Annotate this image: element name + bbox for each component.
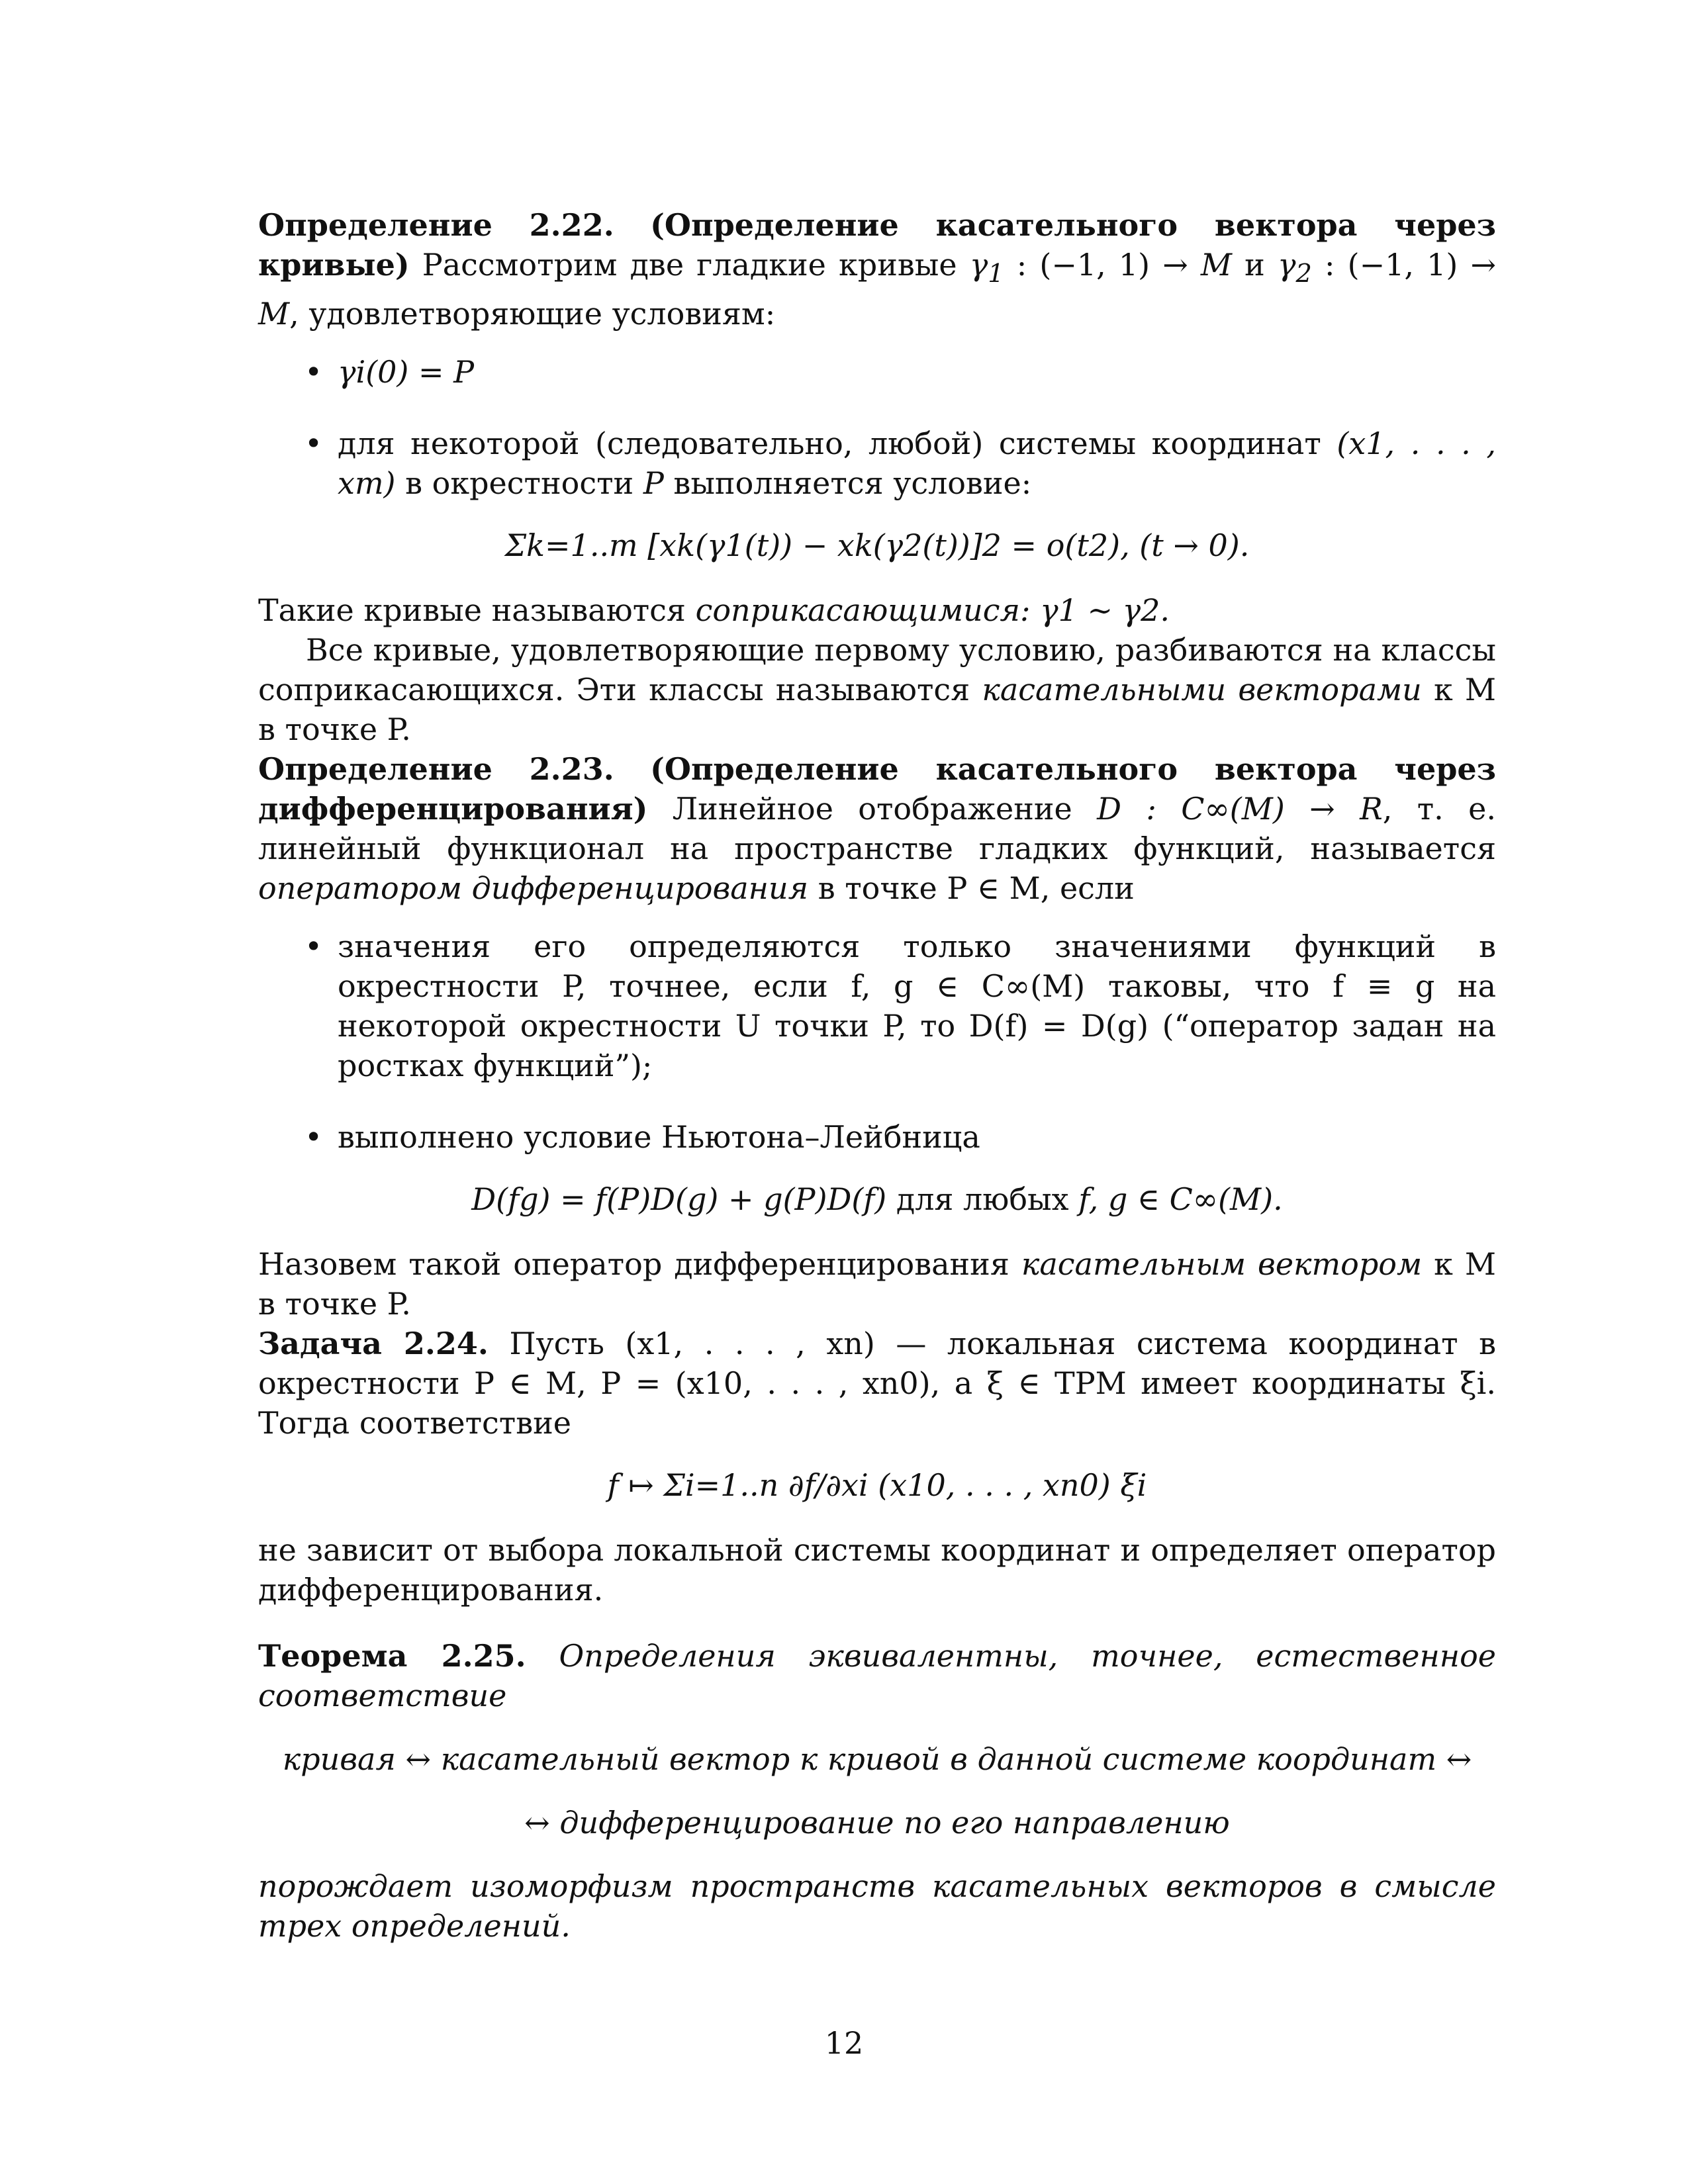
definition-title: (Определение касательного вектора через дифференцирования) bbox=[258, 751, 1496, 827]
list-item: • для некоторой (следовательно, любой) системы координат (x1, . . . , xm) в окрестности P выполняется условие: bbox=[338, 424, 1496, 503]
task-heading: Задача 2.24. bbox=[258, 1326, 489, 1362]
leibniz-formula: D(fg) = f(P)D(g) + g(P)D(f) для любых f, g ∈ C∞(M). bbox=[471, 1181, 1283, 1218]
curve-gamma-2: $\gamma_2$ bbox=[1277, 247, 1312, 289]
operator-conditions-list bbox=[258, 927, 1496, 1157]
osculating-curves-text: Такие кривые называются соприкасающимися: γ1 ∼ γ2. bbox=[258, 592, 1170, 629]
conditions-list bbox=[258, 352, 1496, 503]
definition-heading: Определение 2.22. bbox=[258, 207, 614, 243]
term-osculating: соприкасающимися bbox=[695, 592, 1020, 629]
page-number: 12 bbox=[824, 2025, 864, 2061]
map-formula: D : C∞(M) → R bbox=[1097, 791, 1383, 827]
theorem-line-1: кривая ↔ касательный вектор к кривой в данной системе координат ↔ bbox=[282, 1741, 1472, 1778]
definition-2-22: Определение 2.22. (Определение касательного вектора через кривые) Рассмотрим две гладкие кривые $\gamma_1$ : (−1, 1) → M и $\gamma_2$ : (−1, 1) → M, удовлетворяющие условиям: bbox=[258, 207, 1497, 332]
list-item: • выполнено условие Ньютона–Лейбница bbox=[338, 1117, 1496, 1157]
theorem-heading: Теорема 2.25. bbox=[258, 1638, 526, 1674]
task-2-24: Задача 2.24. Пусть (x1, . . . , xn) — локальная система координат в окрестности P ∈ M, P = (x10, . . . , xn0), а ξ ∈ TPM имеет координаты ξi. Тогда соответствие bbox=[258, 1326, 1497, 1441]
task-conclusion: не зависит от выбора локальной системы координат и определяет оператор дифференцирования. bbox=[258, 1532, 1496, 1608]
tangent-vector-text: Назовем такой оператор дифференцирования касательным вектором к M в точке P. bbox=[258, 1246, 1496, 1322]
list-item bbox=[338, 352, 1496, 392]
theorem-2-25: Теорема 2.25. Определения эквивалентны, точнее, естественное соответствие bbox=[258, 1638, 1497, 1714]
list-item: • значения его определяются только значениями функций в окрестности P, точнее, если f, g ∈ C∞(M) таковы, что f ≡ g на некоторой окрестности U точки P, то D(f) = D(g) (“оператор задан на ростках функций”); bbox=[338, 927, 1496, 1085]
condition-formula: γi(0) = P bbox=[338, 354, 475, 390]
theorem-conclusion: порождает изоморфизм пространств касательных векторов в смысле трех определений. bbox=[258, 1868, 1496, 1944]
classes-text: Все кривые, удовлетворяющие первому условию, разбиваются на классы соприкасающихся. Эти классы называются касательными векторами к M в точке P. bbox=[258, 632, 1496, 748]
definition-title: (Определение касательного вектора через кривые) bbox=[258, 207, 1496, 283]
definition-2-23: Определение 2.23. (Определение касательного вектора через дифференцирования) Линейное отображение D : C∞(M) → R, т. е. линейный функционал на пространстве гладких функций, называется оператором дифференцирования в точке P ∈ M, если bbox=[258, 751, 1496, 907]
theorem-line-2: ↔ дифференцирование по его направлению bbox=[524, 1805, 1230, 1841]
page-body bbox=[258, 205, 1496, 1946]
coordinate-system: (x1, . . . , xm) bbox=[338, 426, 1496, 502]
curve-gamma-1: $\gamma_1$ bbox=[969, 247, 1004, 289]
correspondence-formula: f ↦ Σi=1..n ∂f/∂xi (x10, . . . , xn0) ξi bbox=[607, 1467, 1147, 1504]
definition-intro: Рассмотрим две гладкие кривые bbox=[422, 247, 957, 283]
definition-heading: Определение 2.23. bbox=[258, 751, 614, 788]
term-tangent-vectors: касательными векторами bbox=[982, 672, 1422, 708]
term-tangent-vector: касательным вектором bbox=[1021, 1246, 1423, 1283]
osculation-formula: Σk=1..m [xk(γ1(t)) − xk(γ2(t))]2 = o(t2), (t → 0). bbox=[504, 527, 1250, 564]
term-differentiation-operator: оператором дифференцирования bbox=[258, 870, 809, 907]
